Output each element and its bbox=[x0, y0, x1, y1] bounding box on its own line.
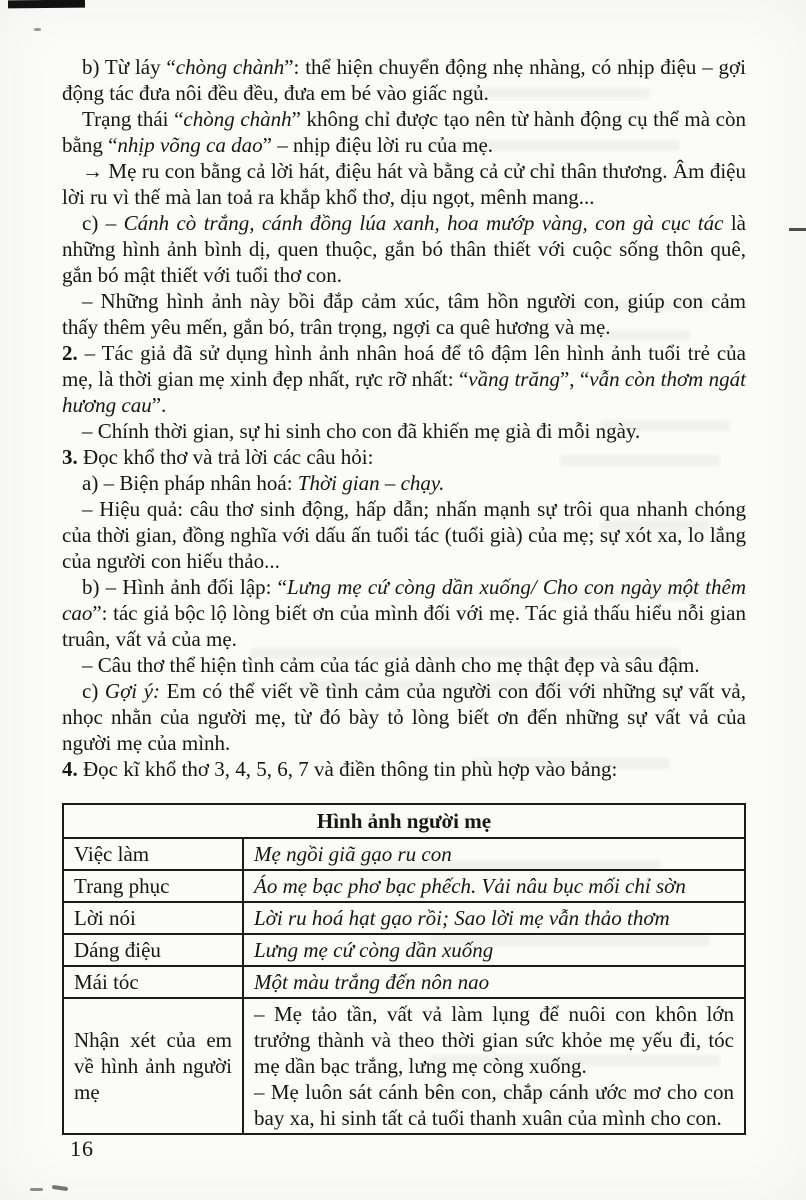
text-segment: Gợi ý: bbox=[104, 679, 161, 703]
table-header-row bbox=[63, 804, 745, 838]
paragraph bbox=[62, 106, 746, 158]
text-segment: ”, “ bbox=[559, 367, 590, 391]
text-segment: b) – Hình ảnh đối lập: “ bbox=[82, 575, 287, 599]
table-value-line: Mẹ ngồi giã gạo ru con bbox=[254, 842, 452, 866]
text-segment: Em có thể viết về tình cảm của người con đối với những sự vất vả, nhọc nhằn của người mẹ, từ đó bày tỏ lòng biết ơn đến những sự vất vả của người mẹ của mình. bbox=[62, 679, 746, 755]
table-row bbox=[63, 934, 745, 966]
paragraph bbox=[62, 444, 746, 470]
scan-artifact-bottom-left bbox=[30, 1188, 43, 1191]
paragraph bbox=[62, 574, 746, 652]
text-segment: a) – Biện pháp nhân hoá: bbox=[82, 471, 298, 495]
text-segment: Đọc khổ thơ và trả lời các câu hỏi: bbox=[77, 445, 374, 469]
text-segment: ”: tác giả bộc lộ lòng biết ơn của mình đối với mẹ. Tác giả thấu hiểu nỗi gian truân, vất vả của mẹ. bbox=[62, 601, 746, 651]
table-value-line: – Mẹ luôn sát cánh bên con, chắp cánh ước mơ cho con bay xa, hi sinh tất cả tuổi thanh xuân của mình cho con. bbox=[254, 1080, 734, 1130]
text-segment: 2. bbox=[62, 341, 78, 365]
text-segment: → Mẹ ru con bằng cả lời hát, điệu hát và bằng cả cử chỉ thân thương. Âm điệu lời ru vì thế mà lan toả ra khắp khổ thơ, dịu ngọt, mênh mang... bbox=[62, 159, 746, 209]
text-segment: vẫn còn thơm ngát hương cau bbox=[62, 367, 747, 417]
text-segment: Cánh cò trắng, cánh đồng lúa xanh, hoa mướp vàng, con gà cục tác bbox=[123, 211, 724, 235]
table-row bbox=[63, 870, 745, 902]
text-segment: ” – nhịp điệu lời ru của mẹ. bbox=[262, 133, 494, 157]
scan-artifact-bottom-left bbox=[52, 1185, 68, 1191]
text-segment: chòng chành bbox=[175, 55, 285, 79]
table-label-cell: Việc làm bbox=[63, 838, 243, 870]
text-segment: – Những hình ảnh này bồi đắp cảm xúc, tâm hồn người con, giúp con cảm thấy thêm yêu mến, gắn bó, trân trọng, ngợi ca quê hương và mẹ. bbox=[62, 289, 746, 339]
text-segment: – Câu thơ thể hiện tình cảm của tác giả dành cho mẹ thật đẹp và sâu đậm. bbox=[82, 653, 700, 677]
text-segment: Đọc kĩ khổ thơ 3, 4, 5, 6, 7 và điền thông tin phù hợp vào bảng: bbox=[77, 757, 618, 781]
text-segment: – Chính thời gian, sự hi sinh cho con đã khiến mẹ già đi mỗi ngày. bbox=[82, 419, 641, 443]
table-value-cell bbox=[243, 966, 745, 998]
scan-artifact-right-edge-dash bbox=[789, 228, 806, 231]
text-segment: vầng trăng bbox=[468, 367, 560, 391]
table-label-cell: Nhận xét của em về hình ảnh người mẹ bbox=[63, 998, 243, 1134]
table-value-cell bbox=[243, 838, 745, 870]
table-row bbox=[63, 902, 745, 934]
paragraph bbox=[62, 158, 746, 210]
table-label-cell: Trang phục bbox=[63, 870, 243, 902]
page-content bbox=[62, 54, 746, 1135]
answer-text-block bbox=[62, 54, 746, 782]
paragraph bbox=[62, 652, 746, 678]
paragraph bbox=[62, 340, 746, 418]
table-row bbox=[63, 998, 745, 1134]
table-value-line: Một màu trắng đến nôn nao bbox=[254, 970, 490, 994]
mother-image-table bbox=[62, 803, 746, 1135]
text-segment: – Hiệu quả: câu thơ sinh động, hấp dẫn; nhấn mạnh sự trôi qua nhanh chóng của thời gian, đồng nghĩa với dấu ấn tuổi tác (tuổi già) của mẹ; sự xót xa, lo lắng của người con hiếu thảo... bbox=[62, 497, 746, 573]
table-value-line: Áo mẹ bạc phơ bạc phếch. Vải nâu bục mối chỉ sờn bbox=[254, 874, 686, 898]
text-segment: ” không chỉ được tạo nên từ hành động cụ thể mà còn bằng “ bbox=[62, 107, 746, 157]
table-value-cell bbox=[243, 934, 745, 966]
text-segment: Trạng thái “ bbox=[82, 107, 184, 131]
text-segment: Lưng mẹ cứ còng dần xuống/ Cho con ngày một thêm cao bbox=[62, 575, 746, 625]
text-segment: là những hình ảnh bình dị, quen thuộc, gắn bó thân thiết với cuộc sống thôn quê, gắn bó mật thiết với tuổi thơ con. bbox=[62, 211, 746, 287]
page-number: 16 bbox=[70, 1136, 94, 1161]
table-label-cell: Lời nói bbox=[63, 902, 243, 934]
paragraph bbox=[62, 470, 746, 496]
text-segment: 4. bbox=[62, 757, 78, 781]
table-value-line: Lưng mẹ cứ còng dần xuống bbox=[254, 938, 494, 962]
text-segment: b) Từ láy “ bbox=[82, 55, 176, 79]
table-value-cell bbox=[243, 870, 745, 902]
scan-artifact-speck bbox=[34, 28, 41, 31]
table-value-cell bbox=[243, 902, 745, 934]
scan-artifact-top-left-bar bbox=[8, 0, 85, 8]
paragraph bbox=[62, 288, 746, 340]
paragraph bbox=[62, 418, 746, 444]
table-label-cell: Mái tóc bbox=[63, 966, 243, 998]
text-segment: 3. bbox=[62, 445, 78, 469]
table-label-cell: Dáng điệu bbox=[63, 934, 243, 966]
text-segment: chòng chành bbox=[183, 107, 292, 131]
text-segment: c) – bbox=[82, 211, 124, 235]
table-row bbox=[63, 838, 745, 870]
table-value-line: Lời ru hoá hạt gạo rồi; Sao lời mẹ vẫn thảo thơm bbox=[254, 906, 670, 930]
paragraph bbox=[62, 54, 746, 106]
table-value-line: – Mẹ tảo tần, vất vả làm lụng để nuôi con khôn lớn trưởng thành và theo thời gian sức khỏe mẹ yếu đi, tóc mẹ dần bạc trắng, lưng mẹ còng xuống. bbox=[254, 1002, 734, 1078]
paragraph bbox=[62, 756, 746, 782]
table-row bbox=[63, 966, 745, 998]
paragraph bbox=[62, 210, 746, 288]
text-segment: ”. bbox=[151, 393, 167, 417]
text-segment: ”: thể hiện chuyển động nhẹ nhàng, có nhịp điệu – gợi động tác đưa nôi đều đều, đưa em bé vào giấc ngủ. bbox=[62, 55, 746, 105]
text-segment: – Tác giả đã sử dụng hình ảnh nhân hoá để tô đậm lên hình ảnh tuổi trẻ của mẹ, là thời gian mẹ xinh đẹp nhất, rực rỡ nhất: “ bbox=[62, 341, 746, 391]
paragraph bbox=[62, 678, 746, 756]
table-value-cell bbox=[243, 998, 745, 1134]
text-segment: nhịp võng ca dao bbox=[117, 133, 263, 157]
text-segment: Thời gian – chạy. bbox=[297, 471, 445, 495]
paragraph bbox=[62, 496, 746, 574]
text-segment: c) bbox=[82, 679, 105, 703]
table-title: Hình ảnh người mẹ bbox=[63, 804, 745, 838]
